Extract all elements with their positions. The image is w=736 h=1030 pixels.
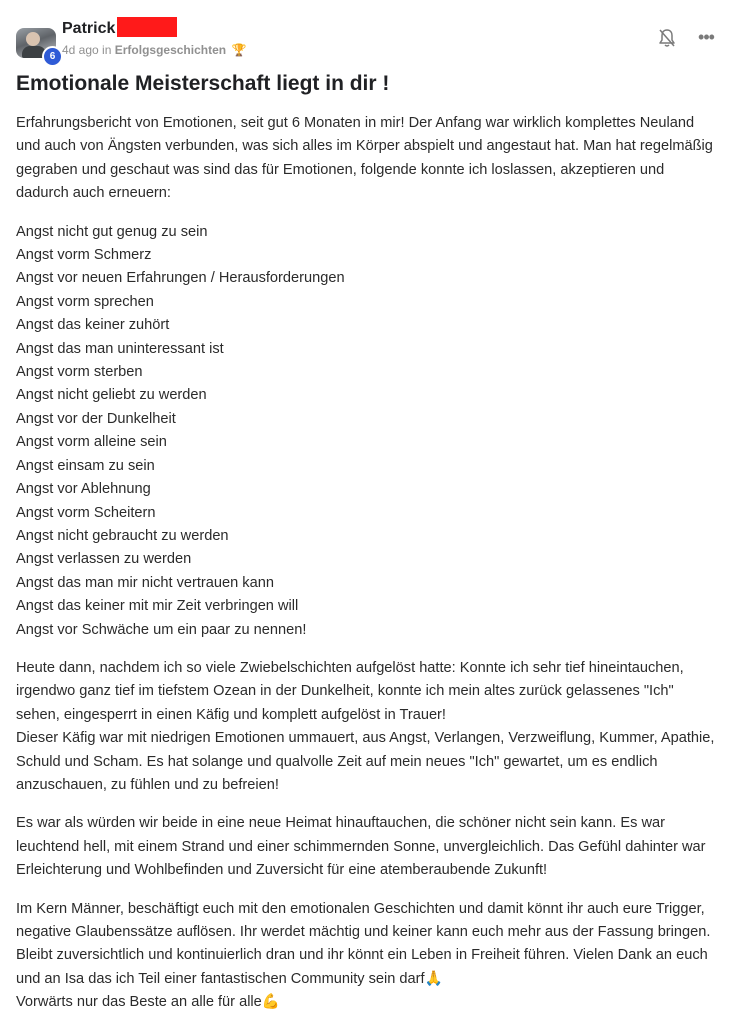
post-meta	[62, 43, 246, 57]
trophy-icon: 🏆	[231, 43, 247, 57]
fear-item: Angst vorm Schmerz	[16, 247, 152, 264]
fear-item: Angst vorm sprechen	[16, 293, 154, 310]
bell-off-icon-svg	[658, 28, 676, 48]
fear-item: Angst das keiner zuhört	[16, 317, 170, 334]
fear-item: Angst das man mir nicht vertrauen kann	[16, 574, 274, 591]
fear-item: Angst nicht gebraucht zu werden	[16, 527, 229, 544]
redaction-bar	[117, 17, 177, 37]
fear-item: Angst vorm Scheitern	[16, 504, 156, 521]
fear-item: Angst vor Ablehnung	[16, 481, 151, 498]
post-body	[16, 112, 720, 1030]
fear-item: Angst einsam zu sein	[16, 457, 155, 474]
paragraph-3a: Im Kern Männer, beschäftigt euch mit den emotionalen Geschichten und damit könnt ihr auch eure Trigger, negative Glaubenssätze auflösen. Ihr werdet mächtig und keiner kann euch mehr aus der Fassung bringen. Bleibt zuversichtlich und kontinuierlich dran und ihr könnt ein Leben in Freiheit führen. Vielen Dank an euch und an Isa das ich Teil einer fantastischen Community sein darf	[16, 900, 711, 987]
fear-item: Angst verlassen zu werden	[16, 551, 192, 568]
post-category[interactable]: Erfolgsgeschichten	[114, 43, 227, 57]
author-avatar[interactable]	[16, 28, 56, 62]
avatar-face	[26, 32, 40, 46]
fear-item: Angst das man uninteressant ist	[16, 340, 224, 357]
meta-in-word: in	[102, 43, 112, 57]
fear-item: Angst vor neuen Erfahrungen / Herausforderungen	[16, 270, 345, 287]
post-title: Emotionale Meisterschaft liegt in dir !	[16, 72, 390, 95]
flexed-biceps-icon: 💪	[261, 994, 280, 1011]
fear-item: Angst vor der Dunkelheit	[16, 410, 176, 427]
fear-item: Angst vor Schwäche um ein paar zu nennen!	[16, 621, 307, 638]
paragraph-1b: Dieser Käfig war mit niedrigen Emotionen ummauert, aus Angst, Verlangen, Verzweiflung, Kummer, Apathie, Schuld und Scham. Es hat solange und qualvolle Zeit auf mein neues "Ich" gewartet, um es endlich anzuschauen, zu fühlen und zu befreien!	[16, 730, 715, 793]
fear-item: Angst nicht gut genug zu sein	[16, 223, 208, 240]
praying-hands-icon: 🙏	[424, 970, 443, 987]
paragraph-3b: Vorwärts nur das Beste an alle für alle	[16, 994, 262, 1011]
post-time: 4d ago	[62, 43, 99, 57]
post-intro: Erfahrungsbericht von Emotionen, seit gut 6 Monaten in mir! Der Anfang war wirklich komplettes Neuland und auch von Ängsten verbunden, was sich alles im Körper abspielt und angestaut hat. Man hat regelmäßig gegraben und geschaut was sind das für Emotionen, folgende konnte ich loslassen, akzeptieren und dadurch auch erneuern:	[16, 115, 713, 202]
paragraph-1a: Heute dann, nachdem ich so viele Zwiebelschichten aufgelöst hatte: Konnte ich sehr tief hineintauchen, irgendwo ganz tief im tiefstem Ozean in der Dunkelheit, konnte ich mein altes zurück gelassenes "Ich" sehen, eingesperrt in einen Käfig und komplett aufgelöst in Trauer!	[16, 659, 684, 723]
fear-item: Angst vorm alleine sein	[16, 434, 167, 451]
fear-item: Angst vorm sterben	[16, 364, 143, 381]
post-paragraph-2: Es war als würden wir beide in eine neue Heimat hinauftauchen, die schöner nicht sein kann. Es war leuchtend hell, mit einem Strand und einer schimmernden Sonne, unvergleichlich. Das Gefühl dahinter war Erleichterung und Wohlbefinden und Zuversicht für eine atemberaubende Zukunft!	[16, 815, 706, 879]
post-paragraph-3	[16, 898, 720, 1015]
post-header	[14, 14, 722, 62]
author-name[interactable]: Patrick	[62, 20, 116, 37]
level-badge: 6	[42, 46, 63, 67]
fear-list	[16, 221, 720, 642]
fear-item: Angst nicht geliebt zu werden	[16, 387, 207, 404]
more-horizontal-icon[interactable]: •••	[698, 27, 714, 47]
fear-item: Angst das keiner mit mir Zeit verbringen will	[16, 598, 299, 615]
bell-off-icon[interactable]	[656, 28, 678, 50]
post-paragraph-1	[16, 657, 720, 797]
